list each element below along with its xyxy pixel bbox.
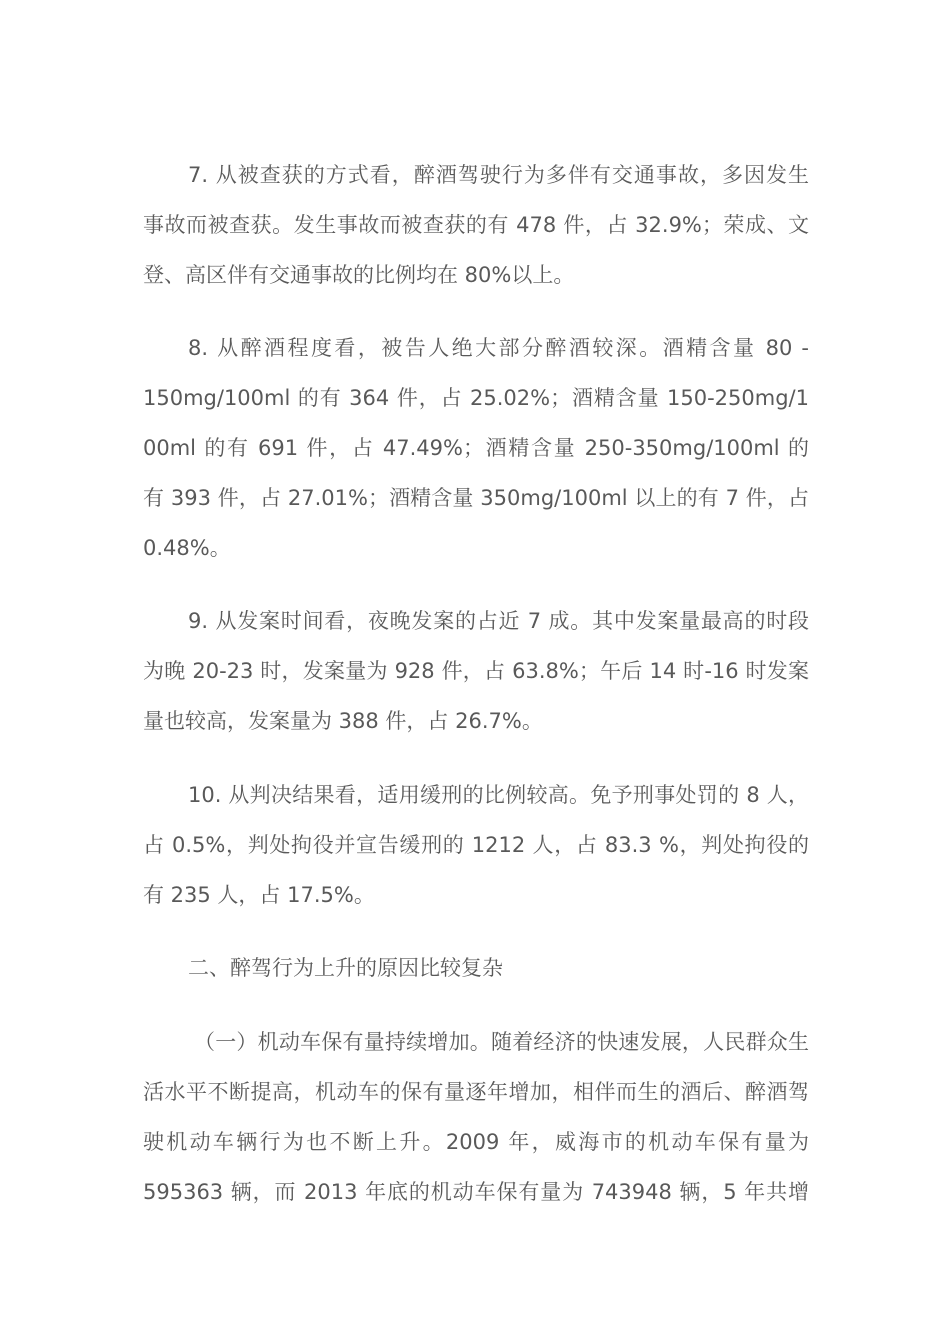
paragraph-8-line-1: 8. 从醉酒程度看，被告人绝大部分醉酒较深。酒精含量 80 -	[188, 336, 809, 360]
paragraph-8-line-5: 0.48%。	[143, 536, 231, 560]
paragraph-7-line-2: 事故而被查获。发生事故而被查获的有 478 件，占 32.9%；荣成、文	[143, 213, 809, 237]
subparagraph-1-line-4: 595363 辆，而 2013 年底的机动车保有量为 743948 辆，5 年共增	[143, 1180, 809, 1204]
paragraph-8-line-4: 有 393 件，占 27.01%；酒精含量 350mg/100ml 以上的有 7 件，占	[143, 486, 809, 510]
paragraph-10-line-3: 有 235 人，占 17.5%。	[143, 883, 375, 907]
paragraph-7-line-1: 7. 从被查获的方式看，醉酒驾驶行为多伴有交通事故，多因发生	[188, 163, 809, 187]
paragraph-7-line-3: 登、高区伴有交通事故的比例均在 80%以上。	[143, 263, 575, 287]
paragraph-8-line-2: 150mg/100ml 的有 364 件，占 25.02%；酒精含量 150-250mg/1	[143, 386, 809, 410]
section-heading-2: 二、醉驾行为上升的原因比较复杂	[188, 956, 503, 980]
paragraph-9-line-1: 9. 从发案时间看，夜晚发案的占近 7 成。其中发案量最高的时段	[188, 609, 809, 633]
paragraph-8-line-3: 00ml 的有 691 件，占 47.49%；酒精含量 250-350mg/100ml 的	[143, 436, 809, 460]
subparagraph-1-line-1: （一）机动车保有量持续增加。随着经济的快速发展，人民群众生	[194, 1030, 809, 1054]
subparagraph-1-line-3: 驶机动车辆行为也不断上升。2009 年，威海市的机动车保有量为	[143, 1130, 809, 1154]
subparagraph-1-line-2: 活水平不断提高，机动车的保有量逐年增加，相伴而生的酒后、醉酒驾	[143, 1080, 809, 1104]
paragraph-10-line-2: 占 0.5%，判处拘役并宣告缓刑的 1212 人，占 83.3 %，判处拘役的	[143, 833, 809, 857]
paragraph-9-line-2: 为晚 20-23 时，发案量为 928 件，占 63.8%；午后 14 时-16 时发案	[143, 659, 809, 683]
paragraph-9-line-3: 量也较高，发案量为 388 件，占 26.7%。	[143, 709, 543, 733]
paragraph-10-line-1: 10. 从判决结果看，适用缓刑的比例较高。免予刑事处罚的 8 人，	[188, 783, 809, 807]
